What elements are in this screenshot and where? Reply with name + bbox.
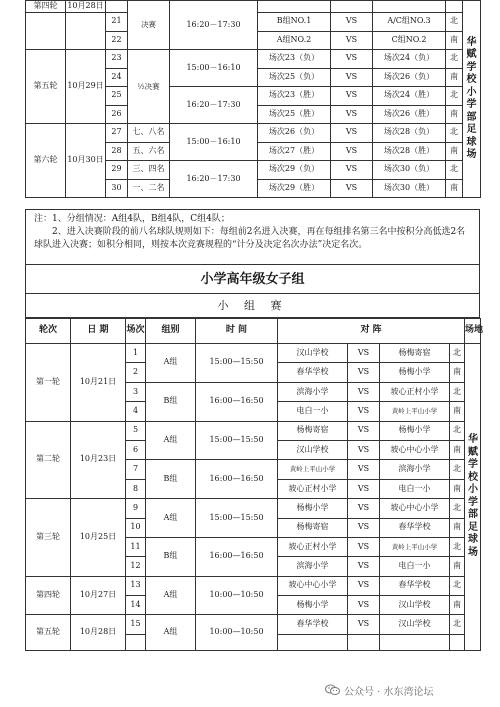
- time-cell: 16:00—16:50: [196, 382, 278, 421]
- field-cell: 北: [450, 537, 465, 556]
- round-cell: 第一轮: [26, 344, 71, 422]
- team-a-cell: 杨梅寄宿: [278, 518, 348, 537]
- match-number: 28: [106, 142, 128, 161]
- vs-cell: VS: [348, 440, 380, 459]
- team-b-cell: 场次30（负）: [373, 161, 446, 180]
- vs-cell: VS: [348, 402, 380, 421]
- match-number: 24: [106, 68, 128, 87]
- stage-cell: ½决赛: [128, 50, 170, 124]
- table-row: [26, 1, 481, 13]
- field-cell: 北: [446, 50, 463, 69]
- group-cell: A组: [146, 615, 196, 650]
- round-cell: 第五轮: [26, 615, 71, 650]
- vs-cell: VS: [348, 537, 380, 556]
- team-a-cell: 杨梅寄宿: [278, 421, 348, 440]
- match-number: 5: [126, 421, 146, 440]
- team-a-cell: 场次29（胜）: [258, 179, 331, 198]
- team-b-cell: 场次26（胜）: [373, 105, 446, 124]
- team-b-cell: 场次24（负）: [373, 50, 446, 69]
- match-number: 6: [126, 440, 146, 459]
- time-cell: 16:20－17:30: [170, 1, 258, 50]
- team-b-cell: 杨梅寄宿: [380, 344, 450, 363]
- vs-cell: VS: [348, 460, 380, 479]
- section-subtitle: 小 组 赛: [25, 294, 480, 318]
- team-b-cell: 电白一小: [380, 557, 450, 576]
- rank-cell: 三、四名: [128, 161, 170, 180]
- round-cell: 第三轮: [26, 499, 71, 577]
- team-b-cell: 坡心正村小学: [380, 382, 450, 401]
- vs-cell: VS: [331, 31, 373, 50]
- team-a-cell: 场次26（负）: [258, 124, 331, 143]
- field-cell: 北: [450, 499, 465, 518]
- match-number: 10: [126, 518, 146, 537]
- group-cell: A组: [146, 499, 196, 538]
- date-cell: 10月29日: [66, 50, 106, 124]
- field-cell: 南: [446, 68, 463, 87]
- vs-cell: VS: [348, 421, 380, 440]
- table-row: [26, 50, 481, 69]
- match-number: 26: [106, 105, 128, 124]
- time-cell: 16:20－17:30: [170, 161, 258, 198]
- rank-cell: 一、二名: [128, 179, 170, 198]
- knockout-schedule-table: [25, 0, 481, 198]
- team-a-cell: 坡心正村小学: [278, 537, 348, 556]
- header-group: 组别: [146, 319, 196, 344]
- vs-cell: VS: [348, 557, 380, 576]
- vs-cell: VS: [331, 179, 373, 198]
- time-cell: 15:00－16:10: [170, 50, 258, 87]
- header-match: 对 阵: [278, 319, 465, 344]
- team-b-cell: 春华学校: [380, 518, 450, 537]
- field-cell: 北: [446, 124, 463, 143]
- header-date: 日 期: [71, 319, 126, 344]
- field-cell: 北: [450, 421, 465, 440]
- note-1: 注：1、分组情况：A组4队，B组4队，C组4队；: [34, 214, 230, 224]
- rank-cell: 五、六名: [128, 142, 170, 161]
- team-b-cell: A/C组NO.3: [373, 13, 446, 32]
- team-b-cell: 杨梅小学: [380, 421, 450, 440]
- header-round: 轮次: [26, 319, 71, 344]
- field-cell: 北: [446, 87, 463, 106]
- time-cell: 16:20－17:30: [170, 87, 258, 124]
- match-number: 25: [106, 87, 128, 106]
- time-cell: 16:00—16:50: [196, 537, 278, 576]
- table-row: [26, 344, 481, 363]
- team-b-cell: 汉山学校: [380, 615, 450, 634]
- match-number: 30: [106, 179, 128, 198]
- team-b-cell: 滨海小学: [380, 460, 450, 479]
- match-number: 21: [106, 13, 128, 32]
- match-number: 14: [126, 596, 146, 615]
- team-a-cell: 滨海小学: [278, 382, 348, 401]
- match-number: 23: [106, 50, 128, 69]
- vs-cell: VS: [331, 13, 373, 32]
- field-cell: 南: [446, 31, 463, 50]
- date-cell: 10月28日: [71, 615, 126, 650]
- team-a-cell: 场次25（负）: [258, 68, 331, 87]
- field-cell: 南: [450, 479, 465, 498]
- group-stage-table: [25, 318, 484, 651]
- team-b-cell: 杨梅小学: [380, 363, 450, 382]
- team-a-cell: 场次29（负）: [258, 161, 331, 180]
- field-cell: 南: [450, 518, 465, 537]
- table-header-row: [26, 319, 481, 344]
- team-a-cell: 春华学校: [278, 615, 348, 634]
- header-no: 场次: [126, 319, 146, 344]
- watermark: [325, 679, 495, 701]
- field-cell: 南: [446, 179, 463, 198]
- table-row: [26, 615, 481, 634]
- match-number: 9: [126, 499, 146, 518]
- team-a-cell: 杨梅小学: [278, 499, 348, 518]
- table-row: [26, 421, 481, 440]
- venue-cell: 华赋学校小学部足球场: [463, 1, 481, 198]
- match-number: 1: [126, 344, 146, 363]
- match-number: 2: [126, 363, 146, 382]
- vs-cell: VS: [348, 499, 380, 518]
- team-a-cell: 黄岭上平山小学: [278, 460, 348, 479]
- team-b-cell: 春华学校: [380, 576, 450, 595]
- vs-cell: VS: [348, 596, 380, 615]
- time-cell: 10:00—10:50: [196, 615, 278, 650]
- notes-block: [25, 209, 480, 264]
- team-b-cell: 场次24（胜）: [373, 87, 446, 106]
- team-b-cell: 场次30（胜）: [373, 179, 446, 198]
- field-cell: 南: [450, 440, 465, 459]
- note-2: 2、进入决赛阶段的前八名球队规则如下：每组前2名进入决赛，再在每组排名第三名中按积分高低选2名球队进入决赛；如积分相同，则按本次竞赛规程的“计分及决定名次办法”决定名次。: [34, 227, 466, 251]
- team-b-cell: 坡心中心小学: [380, 440, 450, 459]
- time-cell: 15:00—15:50: [196, 344, 278, 383]
- vs-cell: VS: [348, 479, 380, 498]
- team-a-cell: 杨梅小学: [278, 596, 348, 615]
- round-cell: 第六轮: [26, 124, 66, 198]
- round-cell: 第四轮: [26, 576, 71, 615]
- vs-cell: VS: [348, 382, 380, 401]
- team-a-cell: 坡心中心小学: [278, 576, 348, 595]
- time-cell: 15:00—15:50: [196, 421, 278, 460]
- vs-cell: VS: [331, 124, 373, 143]
- section-title: 小学高年级女子组: [25, 264, 480, 294]
- vs-cell: VS: [331, 105, 373, 124]
- group-cell: A组: [146, 421, 196, 460]
- date-cell: 10月21日: [71, 344, 126, 422]
- watermark-text: 公众号 · 水东湾论坛: [344, 686, 434, 698]
- time-cell: 16:00—16:50: [196, 460, 278, 499]
- vs-cell: VS: [331, 142, 373, 161]
- team-a-cell: A组NO.2: [258, 31, 331, 50]
- vs-cell: VS: [331, 68, 373, 87]
- team-b-cell: 电白一小: [380, 479, 450, 498]
- round-cell: 第二轮: [26, 421, 71, 499]
- vs-cell: VS: [348, 615, 380, 634]
- field-cell: 北: [450, 460, 465, 479]
- team-a-cell: 汉山学校: [278, 440, 348, 459]
- group-cell: A组: [146, 344, 196, 383]
- group-cell: B组: [146, 382, 196, 421]
- field-cell: 北: [450, 615, 465, 634]
- date-cell: 10月30日: [66, 124, 106, 198]
- team-a-cell: 场次23（胜）: [258, 87, 331, 106]
- group-cell: A组: [146, 576, 196, 615]
- time-cell: 15:00—15:50: [196, 499, 278, 538]
- team-b-cell: 场次26（负）: [373, 68, 446, 87]
- team-b-cell: 场次28（胜）: [373, 142, 446, 161]
- team-a-cell: 场次23（负）: [258, 50, 331, 69]
- match-number: 3: [126, 382, 146, 401]
- field-cell: 南: [446, 105, 463, 124]
- venue-cell: 华赋学校小学部足球场: [465, 344, 481, 651]
- team-b-cell: 场次28（负）: [373, 124, 446, 143]
- group-cell: B组: [146, 460, 196, 499]
- team-a-cell: B组NO.1: [258, 13, 331, 32]
- match-number: 4: [126, 402, 146, 421]
- team-a-cell: 春华学校: [278, 363, 348, 382]
- date-cell: 10月27日: [71, 576, 126, 615]
- team-b-cell: C组NO.2: [373, 31, 446, 50]
- team-b-cell: 坡心中心小学: [380, 499, 450, 518]
- field-cell: 北: [446, 161, 463, 180]
- match-number: 12: [126, 557, 146, 576]
- vs-cell: VS: [331, 87, 373, 106]
- vs-cell: VS: [348, 576, 380, 595]
- field-cell: 南: [450, 402, 465, 421]
- field-cell: 南: [450, 557, 465, 576]
- time-cell: 10:00—10:50: [196, 576, 278, 615]
- header-time: 时 间: [196, 319, 278, 344]
- table-row: [26, 576, 481, 595]
- group-cell: B组: [146, 537, 196, 576]
- date-cell: 10月28日: [66, 1, 106, 13]
- round-cell: 第五轮: [26, 50, 66, 124]
- wechat-icon: [325, 684, 340, 696]
- vs-cell: VS: [348, 518, 380, 537]
- field-cell: 北: [450, 576, 465, 595]
- team-a-cell: 场次25（胜）: [258, 105, 331, 124]
- vs-cell: VS: [331, 161, 373, 180]
- table-row: [26, 499, 481, 518]
- field-cell: 北: [450, 382, 465, 401]
- team-b-cell: 黄岭上平山小学: [380, 537, 450, 556]
- match-number: 7: [126, 460, 146, 479]
- field-cell: 北: [446, 13, 463, 32]
- match-number: 27: [106, 124, 128, 143]
- team-a-cell: 电白一小: [278, 402, 348, 421]
- team-a-cell: 坡心正村小学: [278, 479, 348, 498]
- team-b-cell: 黄岭上平山小学: [380, 402, 450, 421]
- rank-cell: 七、八名: [128, 124, 170, 143]
- team-a-cell: 滨海小学: [278, 557, 348, 576]
- match-number: 11: [126, 537, 146, 556]
- date-cell: 10月25日: [71, 499, 126, 577]
- field-cell: 南: [450, 596, 465, 615]
- team-b-cell: 汉山学校: [380, 596, 450, 615]
- round-cell: 第四轮: [26, 1, 66, 13]
- vs-cell: VS: [348, 363, 380, 382]
- match-number: 13: [126, 576, 146, 595]
- team-a-cell: 汉山学校: [278, 344, 348, 363]
- match-number: 15: [126, 615, 146, 634]
- field-cell: 南: [446, 142, 463, 161]
- field-cell: 南: [450, 363, 465, 382]
- match-number: 29: [106, 161, 128, 180]
- date-cell: 10月23日: [71, 421, 126, 499]
- time-cell: 15:00－16:10: [170, 124, 258, 161]
- header-field: 场地: [465, 319, 481, 344]
- field-cell: 北: [450, 344, 465, 363]
- table-row: [26, 124, 481, 143]
- match-number: 22: [106, 31, 128, 50]
- team-a-cell: 场次27（胜）: [258, 142, 331, 161]
- vs-cell: VS: [331, 50, 373, 69]
- stage-cell: 决赛: [128, 1, 170, 50]
- vs-cell: VS: [348, 344, 380, 363]
- match-number: 8: [126, 479, 146, 498]
